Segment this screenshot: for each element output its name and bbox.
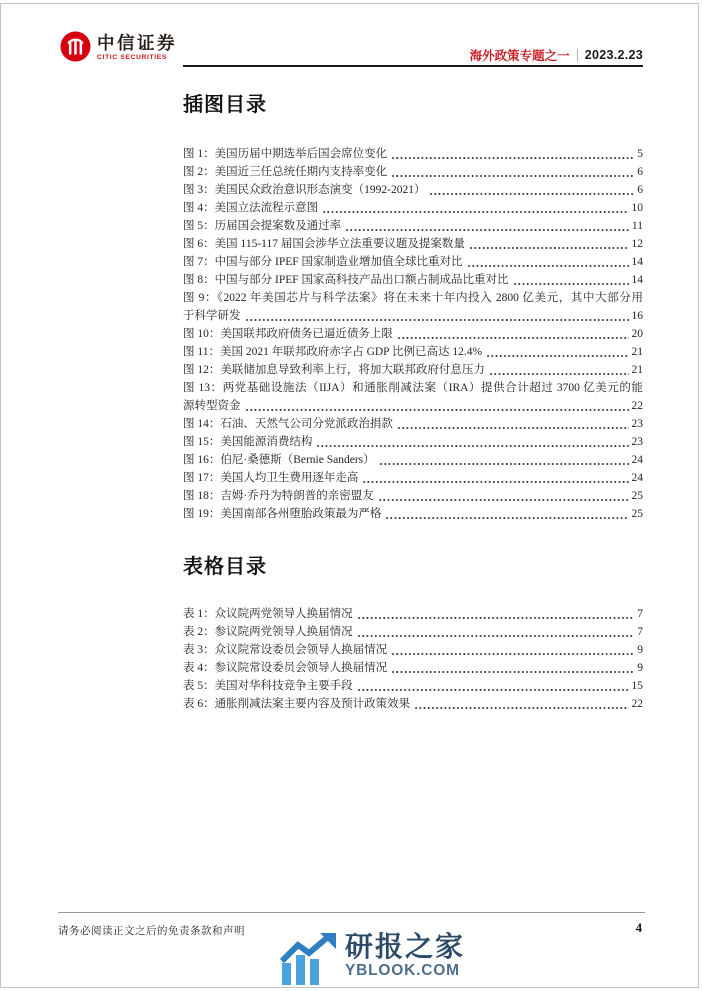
report-series-title: 海外政策专题之一 [469,49,570,63]
toc-entry-text: 表 2：参议院两党领导人换届情况 [183,626,353,638]
toc-entry-text: 图 14：石油、天然气公司分党派政治捐款 [183,418,393,430]
toc-dot-leader [414,695,628,713]
toc-entry-text: 图 5：历届国会提案数及通过率 [183,220,342,232]
toc-page-number: 12 [631,238,643,250]
toc-entry-text: 源转型资金 [183,400,241,412]
toc-entry-text: 图 17：美国人均卫生费用逐年走高 [183,472,359,484]
toc-entry-text: 图 19：美国南部各州堕胎政策最为严格 [183,508,382,520]
watermark-chart-icon [278,931,338,985]
toc-entry-text: 表 4：参议院常设委员会领导人换届情况 [183,662,388,674]
toc-entry-text: 图 3：美国民众政治意识形态演变（1992-2021） [183,184,426,196]
figure-toc-entry-11[interactable] [183,343,643,361]
watermark-name-cn: 研报之家 [345,931,466,962]
toc-dot-leader [391,659,634,677]
toc-page-number: 7 [637,608,643,620]
figure-toc-entry-2[interactable] [183,163,643,181]
figure-toc-entry-5[interactable] [183,217,643,235]
toc-dot-leader [429,181,634,199]
figures-toc-title: 插图目录 [183,94,267,116]
toc-entry-text: 图 12：美联储加息导致利率上行，将加大联邦政府付息压力 [183,364,485,376]
toc-entry-text: 图 9：《2022 年美国芯片与科学法案》将在未来十年内投入 2800 亿美元，其中大部分用 [183,292,643,304]
toc-entry-text: 图 18：吉姆·乔丹为特朗普的亲密盟友 [183,490,374,502]
toc-entry-text: 图 15：美国能源消费结构 [183,436,313,448]
watermark [278,931,465,985]
toc-page-number: 20 [631,328,643,340]
toc-entry-text: 图 11：美国 2021 年联邦政府赤字占 GDP 比例已高达 12.4% [183,346,483,358]
toc-page-number: 21 [631,364,643,376]
citic-logo-icon [60,31,91,62]
toc-page-number: 24 [631,472,643,484]
figure-toc-entry-10[interactable] [183,325,643,343]
header-rule [183,65,643,67]
figure-toc-entry-14[interactable] [183,415,643,433]
figure-toc-entry-18[interactable] [183,487,643,505]
toc-page-number: 24 [631,454,643,466]
toc-entry-text: 图 10：美国联邦政府债务已逼近债务上限 [183,328,393,340]
toc-page-number: 9 [637,644,643,656]
figure-toc-entry-3[interactable] [183,181,643,199]
table-toc-entry-3[interactable] [183,641,643,659]
watermark-text [345,931,465,980]
toc-page-number: 9 [637,662,643,674]
figure-toc-entry-16[interactable] [183,451,643,469]
toc-page-number: 22 [631,698,643,710]
figure-toc-entry-17[interactable] [183,469,643,487]
toc-entry-text: 图 7：中国与部分 IPEF 国家制造业增加值全球比重对比 [183,256,463,268]
figure-toc-entry-15[interactable] [183,433,643,451]
figure-toc-entry-7[interactable] [183,253,643,271]
footer-disclaimer: 请务必阅读正文之后的免责条款和声明 [58,925,245,937]
toc-page-number: 25 [631,508,643,520]
toc-entry-text: 图 8：中国与部分 IPEF 国家高科技产品出口额占制成品比重对比 [183,274,509,286]
toc-dot-leader [469,235,629,253]
toc-entry-text: 图 13：两党基础设施法（IIJA）和通胀削减法案（IRA）提供合计超过 3700 亿美元的能 [183,382,643,394]
toc-entry-text: 表 3：众议院常设委员会领导人换届情况 [183,644,388,656]
citic-brand [60,31,177,62]
toc-page-number: 6 [637,184,643,196]
toc-entry-text: 于科学研发 [183,310,241,322]
toc-page-number: 7 [637,626,643,638]
figure-toc-entry-12[interactable] [183,361,643,379]
toc-page-number: 15 [631,680,643,692]
toc-entry-text: 图 16：伯尼·桑德斯（Bernie Sanders） [183,454,375,466]
brand-name-cn: 中信证券 [97,32,177,53]
toc-content [183,92,643,713]
tables-toc-title: 表格目录 [183,556,267,578]
toc-dot-leader [513,271,629,289]
toc-page-number: 6 [637,166,643,178]
toc-page-number: 21 [631,346,643,358]
toc-dot-leader [467,253,629,271]
toc-dot-leader [486,343,628,361]
toc-dot-leader [397,415,629,433]
toc-dot-leader [357,677,629,695]
brand-text [97,33,177,61]
header-divider [577,49,578,62]
toc-dot-leader [391,641,634,659]
table-toc-entry-6[interactable] [183,695,643,713]
toc-entry-text: 表 6：通胀削减法案主要内容及预计政策效果 [183,698,411,710]
toc-entry-text: 表 5：美国对华科技竞争主要手段 [183,680,353,692]
toc-dot-leader [391,163,634,181]
toc-entry-text: 图 2：美国近三任总统任期内支持率变化 [183,166,388,178]
toc-dot-leader [489,361,629,379]
figure-toc-entry-19[interactable] [183,505,643,523]
toc-dot-leader [362,469,628,487]
toc-dot-leader [245,397,629,415]
figure-toc-entry-9[interactable] [183,289,643,325]
toc-page-number: 11 [631,220,643,232]
table-toc-entry-4[interactable] [183,659,643,677]
toc-dot-leader [245,307,629,325]
toc-dot-leader [316,433,628,451]
figures-toc-list [183,145,643,523]
toc-dot-leader [345,217,629,235]
toc-entry-text: 图 1：美国历届中期选举后国会席位变化 [183,148,388,160]
toc-entry-text: 图 6：美国 115-117 届国会涉华立法重要议题及提案数量 [183,238,465,250]
toc-entry-text: 图 4：美国立法流程示意图 [183,202,319,214]
watermark-site: YBLOOK.COM [345,962,460,979]
toc-page-number: 5 [637,148,643,160]
toc-dot-leader [385,505,628,523]
toc-page-number: 10 [631,202,643,214]
toc-dot-leader [391,145,634,163]
table-toc-entry-5[interactable] [183,677,643,695]
toc-dot-leader [357,623,635,641]
toc-page-number: 16 [631,310,643,322]
figure-toc-entry-8[interactable] [183,271,643,289]
toc-dot-leader [322,199,628,217]
figure-toc-entry-6[interactable] [183,235,643,253]
brand-name-en: CITIC SECURITIES [97,53,168,61]
toc-dot-leader [378,487,629,505]
toc-page-number: 25 [631,490,643,502]
figure-toc-entry-4[interactable] [183,199,643,217]
toc-dot-leader [397,325,629,343]
toc-page-number: 23 [631,436,643,448]
footer-rule [58,912,645,913]
figure-toc-entry-1[interactable] [183,145,643,163]
report-date: 2023.2.23 [584,48,643,62]
tables-toc-list [183,605,643,713]
toc-page-number: 22 [631,400,643,412]
toc-dot-leader [379,451,629,469]
figure-toc-entry-13[interactable] [183,379,643,415]
table-toc-entry-2[interactable] [183,623,643,641]
toc-page-number: 14 [631,256,643,268]
toc-page-number: 14 [631,274,643,286]
toc-entry-text: 表 1：众议院两党领导人换届情况 [183,608,353,620]
table-toc-entry-1[interactable] [183,605,643,623]
footer-page-number: 4 [635,921,642,935]
toc-page-number: 23 [631,418,643,430]
header-meta [470,46,643,64]
toc-dot-leader [357,605,635,623]
